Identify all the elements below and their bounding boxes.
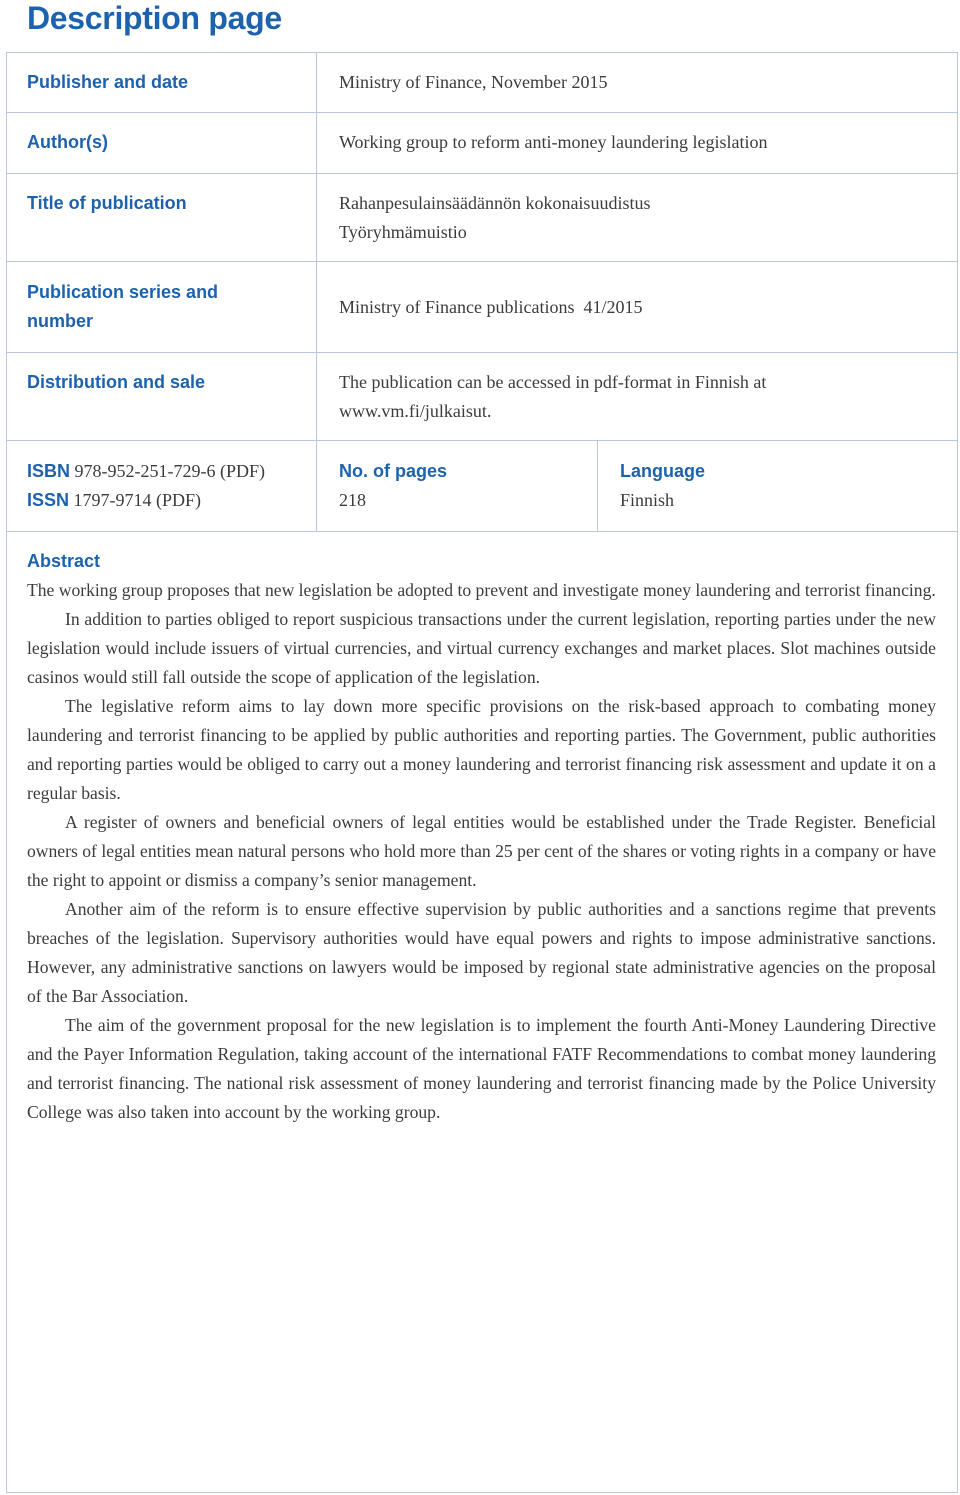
abstract-paragraph: In addition to parties obliged to report suspicious transactions under the current legislation, reporting parties under the new legislation would include issuers of virtual currencies, and virtual currency exchanges and market places. Slot machines outside casinos would still fall outside the scope of application of the legislation.: [27, 609, 936, 687]
series-label-line-1: Publication series and: [27, 282, 219, 302]
row-divider: [6, 531, 958, 532]
distribution-value: [339, 368, 766, 426]
publisher-value: [339, 68, 607, 97]
issn-line: [27, 486, 265, 515]
isbn-value: 978-952-251-729-6 (PDF): [74, 461, 266, 481]
pages-block: [339, 457, 447, 515]
authors-value: [339, 128, 767, 157]
publisher-label: Publisher and date: [27, 72, 189, 92]
language-block: [620, 457, 705, 515]
issn-label: ISSN: [27, 490, 70, 510]
pages-label: No. of pages: [339, 461, 448, 481]
publisher-text: Ministry of Finance, November 2015: [339, 72, 608, 92]
series-value: [339, 293, 642, 322]
distribution-line-1: The publication can be accessed in pdf-format in Finnish at: [339, 372, 767, 392]
abstract-body: [27, 576, 936, 1127]
abstract-paragraph: The working group proposes that new legislation be adopted to prevent and investigate money laundering and terrorist financing.: [27, 580, 936, 600]
abstract-paragraph: A register of owners and beneficial owners of legal entities would be established under the Trade Register. Beneficial owners of legal entities mean natural persons who hold more than 25 per cent of the shares or voting rights in a company or have the right to appoint or dismiss a company’s senior management.: [27, 812, 936, 890]
series-label: [27, 278, 218, 336]
row-divider: [6, 173, 958, 174]
column-divider: [316, 52, 317, 531]
language-label: Language: [620, 461, 706, 481]
column-divider: [597, 440, 598, 531]
pages-value: 218: [339, 490, 366, 510]
abstract-paragraph: Another aim of the reform is to ensure effective supervision by public authorities and a sanctions regime that prevents breaches of the legislation. Supervisory authorities would have equal powers and rights to impose administrative sanctions. However, any administrative sanctions on lawyers would be imposed by regional state administrative agencies on the proposal of the Bar Association.: [27, 899, 936, 1006]
authors-label: Author(s): [27, 132, 108, 152]
row-divider: [6, 440, 958, 441]
distribution-line-2: www.vm.fi/julkaisut.: [339, 401, 492, 421]
series-label-line-2: number: [27, 311, 94, 331]
series-text: Ministry of Finance publications 41/2015: [339, 297, 643, 317]
abstract-paragraph: The aim of the government proposal for the new legislation is to implement the fourth Anti-Money Laundering Directive and the Payer Information Regulation, taking account of the international FATF Recommendations to combat money laundering and terrorist financing. The national risk assessment of money laundering and terrorist financing made by the Police University College was also taken into account by the working group.: [27, 1015, 936, 1122]
title-line-2: Työryhmämuistio: [339, 222, 467, 242]
authors-text: Working group to reform anti-money laundering legislation: [339, 132, 768, 152]
abstract-paragraph: The legislative reform aims to lay down more specific provisions on the risk-based approach to combating money laundering and terrorist financing to be applied by public authorities and reporting parties. The Government, public authorities and reporting parties would be obliged to carry out a money laundering and terrorist financing risk assessment and update it on a regular basis.: [27, 696, 936, 803]
isbn-line: [27, 457, 265, 486]
identifiers-block: [27, 457, 265, 515]
abstract-heading: Abstract: [27, 551, 101, 571]
title-label: Title of publication: [27, 193, 187, 213]
row-divider: [6, 261, 958, 262]
row-divider: [6, 352, 958, 353]
distribution-label: Distribution and sale: [27, 372, 206, 392]
language-value: Finnish: [620, 490, 675, 510]
issn-value: 1797-9714 (PDF): [73, 490, 202, 510]
row-divider: [6, 112, 958, 113]
isbn-label: ISBN: [27, 461, 71, 481]
title-value: [339, 189, 650, 247]
page-title: Description page: [27, 0, 282, 36]
title-line-1: Rahanpesulainsäädännön kokonaisuudistus: [339, 193, 651, 213]
